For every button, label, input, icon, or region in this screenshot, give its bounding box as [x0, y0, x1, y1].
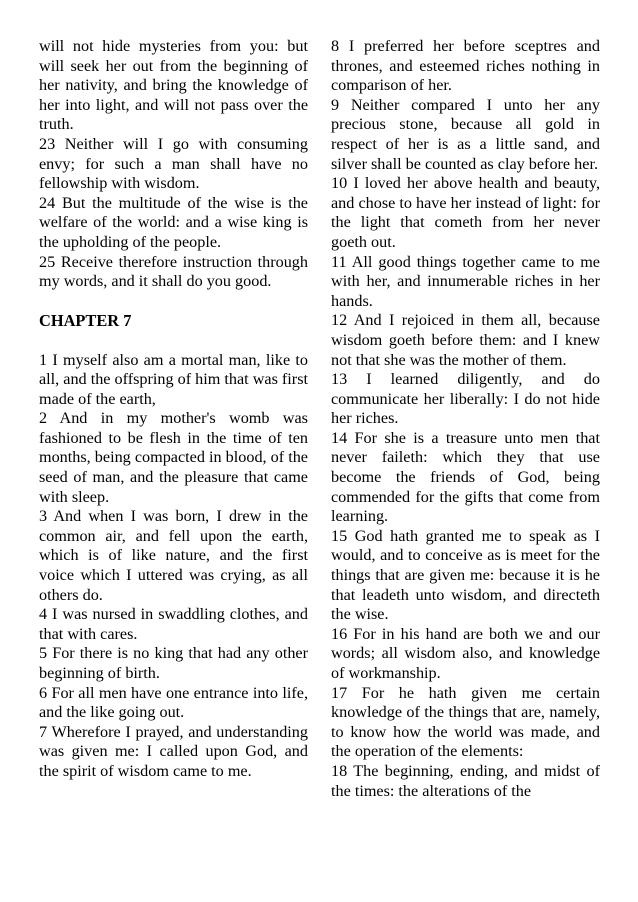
verse-24: 24 But the multitude of the wise is the welfare of the world: and a wise king is the upholding of the people. [39, 193, 308, 251]
verse-2: 2 And in my mother's womb was fashioned to be flesh in the time of ten months, being compacted in blood, of the seed of man, and the pleasure that came with sleep. [39, 409, 308, 506]
right-column [331, 37, 600, 801]
verse-3: 3 And when I was born, I drew in the common air, and fell upon the earth, which is of like nature, and the first voice which I uttered was crying, as all others do. [39, 507, 308, 604]
verse-8: 8 I preferred her before sceptres and thrones, and esteemed riches nothing in comparison of her. [331, 37, 600, 95]
chapter-heading: CHAPTER 7 [39, 311, 132, 331]
verse-16: 16 For in his hand are both we and our words; all wisdom also, and knowledge of workmanship. [331, 624, 600, 682]
left-column [39, 37, 308, 782]
verse-4: 4 I was nursed in swaddling clothes, and that with cares. [39, 605, 308, 643]
verse-1: 1 I myself also am a mortal man, like to all, and the offspring of him that was first made of the earth, [39, 350, 308, 408]
verse-17: 17 For he hath given me certain knowledge of the things that are, namely, to know how the world was made, and the operation of the elements: [331, 683, 600, 761]
verse-10: 10 I loved her above health and beauty, and chose to have her instead of light: for the light that cometh from her never goeth out. [331, 174, 600, 251]
verse-12: 12 And I rejoiced in them all, because wisdom goeth before them: and I knew not that she was the mother of them. [331, 311, 600, 369]
verse-25: 25 Receive therefore instruction through my words, and it shall do you good. [39, 252, 308, 291]
verse-7: 7 Wherefore I prayed, and understanding was given me: I called upon God, and the spirit of wisdom came to me. [39, 722, 308, 780]
verse-13: 13 I learned diligently, and do communicate her liberally: I do not hide her riches. [331, 370, 600, 428]
verse-11: 11 All good things together came to me with her, and innumerable riches in her hands. [331, 252, 600, 310]
verse-9: 9 Neither compared I unto her any precious stone, because all gold in respect of her is as a little sand, and silver shall be counted as clay before her. [331, 95, 600, 173]
verse-15: 15 God hath granted me to speak as I would, and to conceive as is meet for the things that are given me: because it is he that leadeth unto wisdom, and directeth the wise. [331, 526, 600, 624]
verse-continuation: will not hide mysteries from you: but will seek her out from the beginning of her nativity, and bring the knowledge of her into light, and will not pass over the truth. [39, 37, 308, 134]
verse-6: 6 For all men have one entrance into life, and the like going out. [39, 683, 308, 722]
verse-23: 23 Neither will I go with consuming envy; for such a man shall have no fellowship with wisdom. [39, 134, 308, 193]
verse-14: 14 For she is a treasure unto men that never faileth: which they that use become the friends of God, being commended for the gifts that come from learning. [331, 428, 600, 526]
verse-18: 18 The beginning, ending, and midst of the times: the alterations of the [331, 761, 600, 800]
verse-5: 5 For there is no king that had any other beginning of birth. [39, 644, 308, 682]
